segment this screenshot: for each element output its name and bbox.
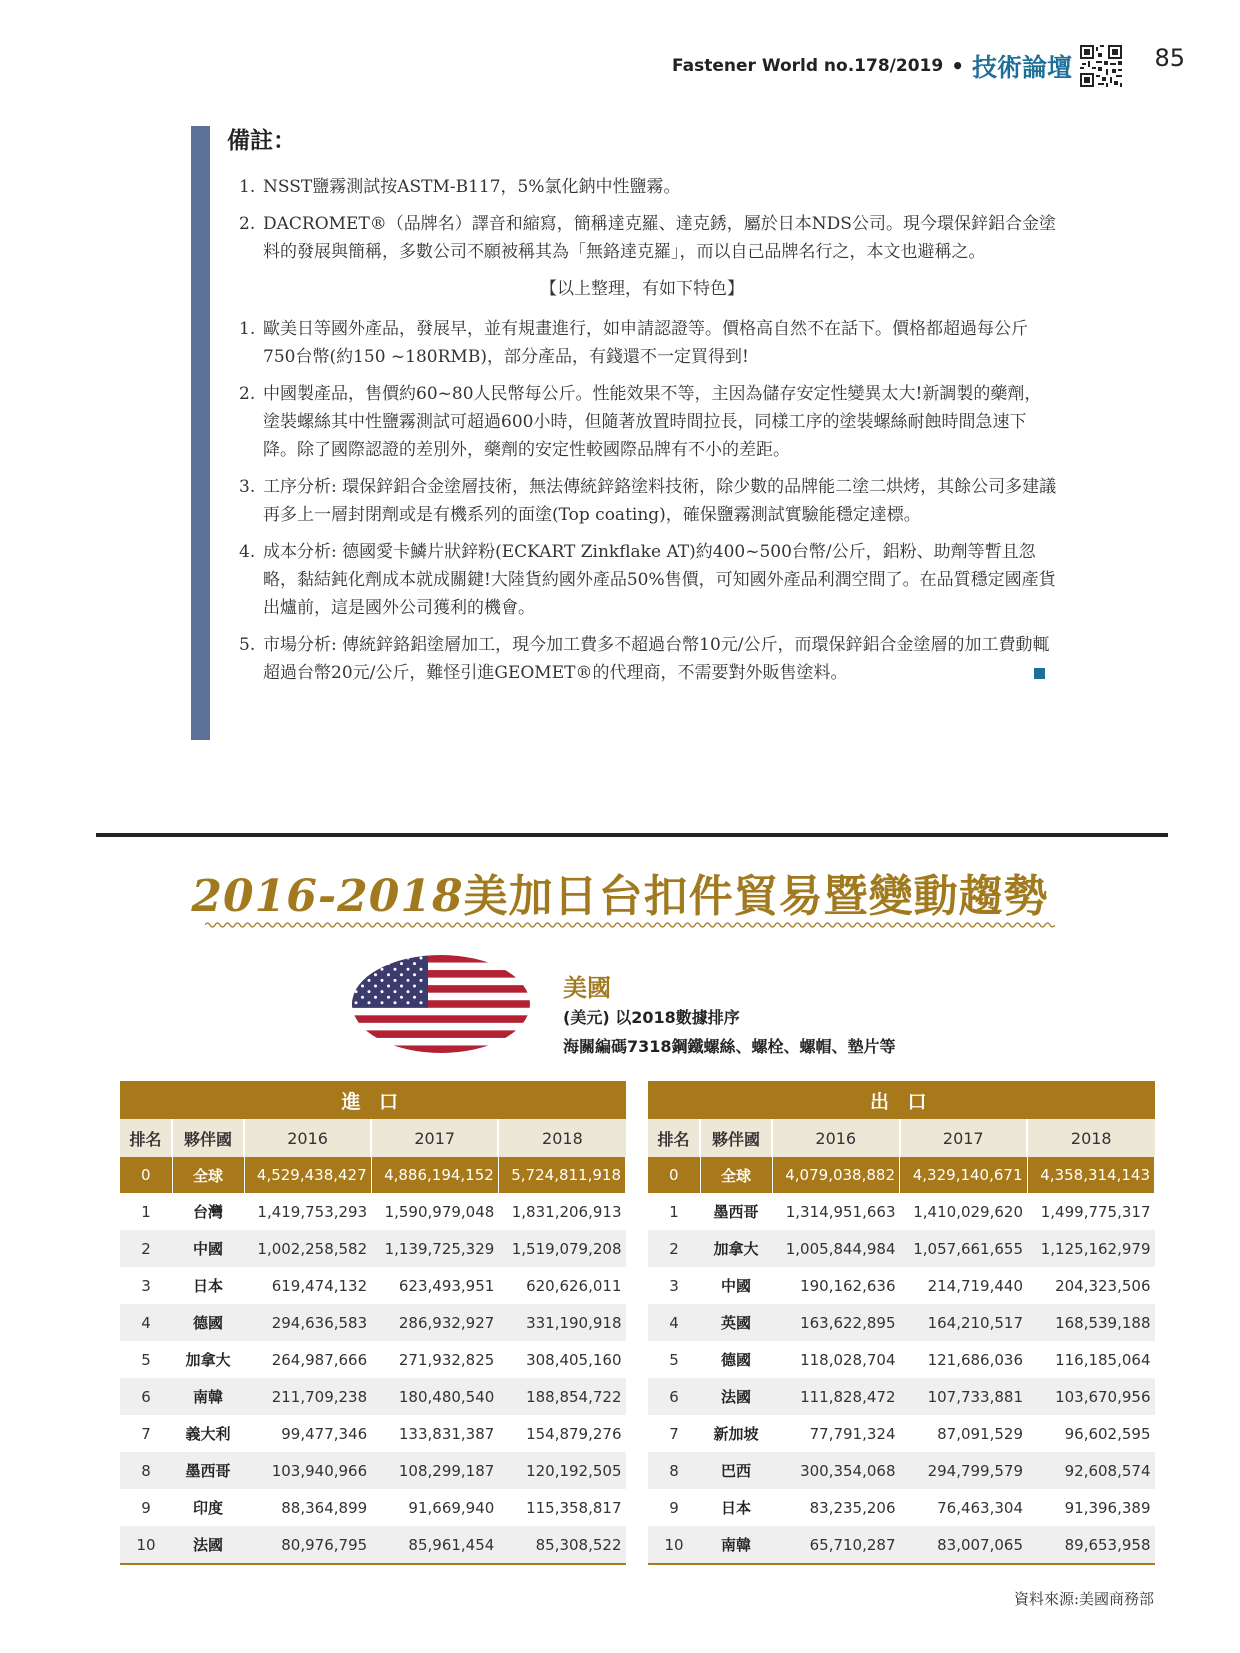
header-partner: 夥伴國 bbox=[700, 1119, 772, 1157]
feature-item: 4. 成本分析: 德國愛卡鱗片狀鋅粉(ECKART Zinkflake AT)約400~500台幣/公斤，鋁粉、助劑等暫且忽略，黏結鈍化劑成本就成關鍵!大陸貨約國外產品50%售價，可知國外產品利潤空間了。在品質穩定國產貨出爐前，這是國外公司獲利的機會。 bbox=[239, 542, 1056, 618]
table-row bbox=[120, 1230, 626, 1267]
table-row bbox=[648, 1193, 1155, 1230]
country-cell: 加拿大 bbox=[700, 1230, 772, 1267]
value-2017-cell: 294,799,579 bbox=[900, 1452, 1028, 1489]
value-2017-cell: 108,299,187 bbox=[371, 1452, 498, 1489]
country-cell: 法國 bbox=[172, 1526, 244, 1564]
value-2016-cell: 264,987,666 bbox=[271, 1350, 368, 1369]
export-table bbox=[648, 1081, 1155, 1565]
value-2017-cell: 623,493,951 bbox=[398, 1276, 495, 1295]
note-item: 2. DACROMET®（品牌名）譯音和縮寫，簡稱達克羅、達克銹，屬於日本NDS公司。現今環保鋅鋁合金塗料的發展與簡稱，多數公司不願被稱其為「無鉻達克羅」，而以自己品牌名行之，本文也避稱之。 bbox=[239, 214, 1056, 262]
header-rank: 排名 bbox=[648, 1119, 700, 1157]
table-row bbox=[120, 1378, 626, 1415]
table-row bbox=[120, 1193, 626, 1230]
table-row bbox=[648, 1526, 1155, 1564]
total-row bbox=[120, 1157, 626, 1193]
table-row bbox=[120, 1526, 626, 1564]
value-2016-cell: 111,828,472 bbox=[772, 1378, 900, 1415]
value-2018-cell: 85,308,522 bbox=[498, 1526, 625, 1564]
value-2017-cell: 85,961,454 bbox=[371, 1526, 498, 1564]
usa-flag-icon bbox=[352, 955, 530, 1053]
rank-cell: 7 bbox=[669, 1424, 679, 1443]
total-row bbox=[648, 1157, 1155, 1193]
article-title-text: 美加日台扣件貿易暨變動趨勢 bbox=[463, 871, 1049, 922]
country-name: 美國 bbox=[563, 974, 611, 1002]
header-separator: • bbox=[951, 54, 964, 78]
table-row bbox=[648, 1267, 1155, 1304]
value-2018-cell: 168,539,188 bbox=[1027, 1304, 1155, 1341]
country-cell: 英國 bbox=[700, 1304, 772, 1341]
feature-item: 1. 歐美日等國外產品，發展早，並有規畫進行，如申請認證等。價格高自然不在話下。價格都超過每公斤750台幣(約150 ~180RMB)，部分產品，有錢還不一定買得到! bbox=[239, 319, 1028, 367]
value-2017-cell: 1,590,979,048 bbox=[384, 1202, 495, 1221]
note-item: 1. NSST鹽霧測試按ASTM-B117，5%氯化鈉中性鹽霧。 bbox=[239, 177, 681, 197]
value-2017-cell: 214,719,440 bbox=[927, 1276, 1023, 1295]
value-2018-cell: 96,602,595 bbox=[1064, 1424, 1151, 1443]
header-rank: 排名 bbox=[120, 1119, 172, 1157]
country-cell: 印度 bbox=[192, 1499, 223, 1517]
header-2016: 2016 bbox=[772, 1119, 900, 1157]
value-2018-cell: 331,190,918 bbox=[498, 1304, 625, 1341]
table-row bbox=[120, 1341, 626, 1378]
value-2018-cell: 115,358,817 bbox=[526, 1498, 622, 1517]
value-2017-cell: 91,669,940 bbox=[408, 1498, 495, 1517]
unit-note: (美元) 以2018數據排序 bbox=[563, 1008, 740, 1027]
table-row bbox=[120, 1452, 626, 1489]
value-2017-cell: 83,007,065 bbox=[900, 1526, 1028, 1564]
country-cell: 台灣 bbox=[192, 1203, 223, 1221]
value-2017-cell: 121,686,036 bbox=[927, 1350, 1023, 1369]
value-2017-cell: 133,831,387 bbox=[398, 1424, 495, 1443]
value-2018-cell: 89,653,958 bbox=[1027, 1526, 1155, 1564]
title-wave-underline bbox=[205, 920, 1055, 930]
rank-cell: 5 bbox=[669, 1350, 679, 1369]
hs-code-note: 海關編碼7318鋼鐵螺絲、螺栓、螺帽、墊片等 bbox=[563, 1037, 896, 1056]
rank-cell: 3 bbox=[669, 1276, 679, 1295]
value-2016-cell: 80,976,795 bbox=[244, 1526, 371, 1564]
value-2016-cell: 294,636,583 bbox=[244, 1304, 371, 1341]
feature-item: 5. 市場分析: 傳統鋅鉻鋁塗層加工，現今加工費多不超過台幣10元/公斤，而環保鋅鋁合金塗層的加工費動輒超過台幣20元/公斤，難怪引進GEOMET®的代理商，不需要對外販售塗料。 bbox=[239, 635, 1050, 683]
import-table-title: 進 口 bbox=[120, 1081, 626, 1119]
value-2018-cell: 620,626,011 bbox=[526, 1276, 622, 1295]
country-cell: 中國 bbox=[172, 1230, 244, 1267]
value-2016-cell: 190,162,636 bbox=[800, 1276, 896, 1295]
import-header-row bbox=[120, 1119, 626, 1157]
page-header bbox=[672, 46, 1122, 86]
value-2016-cell: 88,364,899 bbox=[281, 1498, 368, 1517]
header-2018: 2018 bbox=[498, 1119, 625, 1157]
value-2018-cell: 103,670,956 bbox=[1027, 1378, 1155, 1415]
country-cell: 日本 bbox=[720, 1499, 751, 1517]
end-mark-icon bbox=[1034, 668, 1045, 679]
value-2016-cell: 103,940,966 bbox=[244, 1452, 371, 1489]
rank-cell: 4 bbox=[120, 1304, 172, 1341]
value-2018-cell: 204,323,506 bbox=[1055, 1276, 1151, 1295]
country-cell: 全球 bbox=[700, 1157, 772, 1193]
table-row bbox=[648, 1341, 1155, 1378]
value-2017-cell: 4,886,194,152 bbox=[371, 1157, 498, 1193]
table-row bbox=[120, 1304, 626, 1341]
country-cell: 全球 bbox=[172, 1157, 244, 1193]
table-row bbox=[120, 1415, 626, 1452]
value-2016-cell: 1,314,951,663 bbox=[785, 1202, 896, 1221]
value-2018-cell: 116,185,064 bbox=[1055, 1350, 1151, 1369]
value-2017-cell: 1,057,661,655 bbox=[900, 1230, 1028, 1267]
rank-cell: 3 bbox=[141, 1276, 151, 1295]
qr-code-icon bbox=[1080, 45, 1122, 87]
value-2016-cell: 163,622,895 bbox=[772, 1304, 900, 1341]
table-row bbox=[120, 1267, 626, 1304]
article-title-years: 2016-2018 bbox=[191, 871, 464, 922]
section-title: 技術論壇 bbox=[971, 53, 1072, 82]
rank-cell: 10 bbox=[648, 1526, 700, 1564]
notes-title: 備註： bbox=[227, 128, 296, 154]
section-divider bbox=[96, 833, 1168, 837]
country-cell: 德國 bbox=[172, 1304, 244, 1341]
value-2017-cell: 180,480,540 bbox=[371, 1378, 498, 1415]
country-cell: 墨西哥 bbox=[713, 1203, 759, 1221]
rank-cell: 6 bbox=[648, 1378, 700, 1415]
import-table bbox=[120, 1081, 626, 1565]
country-cell: 中國 bbox=[720, 1277, 751, 1295]
value-2018-cell: 1,499,775,317 bbox=[1040, 1202, 1151, 1221]
table-row bbox=[648, 1230, 1155, 1267]
value-2018-cell: 1,125,162,979 bbox=[1027, 1230, 1155, 1267]
notes-list bbox=[227, 173, 1057, 266]
table-row bbox=[648, 1304, 1155, 1341]
export-table-title: 出 口 bbox=[648, 1081, 1155, 1119]
export-table-body bbox=[648, 1157, 1155, 1564]
rank-cell: 2 bbox=[648, 1230, 700, 1267]
country-cell: 法國 bbox=[700, 1378, 772, 1415]
country-cell: 義大利 bbox=[185, 1425, 231, 1443]
value-2017-cell: 4,329,140,671 bbox=[900, 1157, 1028, 1193]
value-2017-cell: 87,091,529 bbox=[937, 1424, 1023, 1443]
rank-cell: 4 bbox=[648, 1304, 700, 1341]
country-cell: 德國 bbox=[720, 1351, 751, 1369]
country-cell: 墨西哥 bbox=[172, 1452, 244, 1489]
feature-item: 2. 中國製產品，售價約60~80人民幣每公斤。性能效果不等，主因為儲存安定性變異太大!新調製的藥劑，塗裝螺絲其中性鹽霧測試可超過600小時，但隨著放置時間拉長，同樣工序的塗裝螺絲耐蝕時間急速下降。除了國際認證的差別外，藥劑的安定性較國際品牌有不小的差距。 bbox=[239, 384, 1042, 460]
table-row bbox=[120, 1489, 626, 1526]
value-2016-cell: 65,710,287 bbox=[772, 1526, 900, 1564]
value-2016-cell: 1,002,258,582 bbox=[244, 1230, 371, 1267]
value-2018-cell: 1,519,079,208 bbox=[498, 1230, 625, 1267]
country-cell: 加拿大 bbox=[185, 1351, 231, 1369]
value-2018-cell: 120,192,505 bbox=[498, 1452, 625, 1489]
header-2017: 2017 bbox=[900, 1119, 1028, 1157]
rank-cell: 1 bbox=[141, 1202, 151, 1221]
features-list bbox=[227, 315, 1057, 687]
magazine-name: Fastener World no.178/2019 bbox=[672, 56, 944, 76]
import-table-body bbox=[120, 1157, 626, 1564]
page-number: 85 bbox=[1154, 44, 1185, 72]
value-2017-cell: 164,210,517 bbox=[900, 1304, 1028, 1341]
value-2018-cell: 308,405,160 bbox=[526, 1350, 622, 1369]
value-2016-cell: 83,235,206 bbox=[809, 1498, 896, 1517]
country-info bbox=[563, 968, 896, 1057]
header-2016: 2016 bbox=[244, 1119, 371, 1157]
value-2017-cell: 76,463,304 bbox=[937, 1498, 1023, 1517]
feature-item: 3. 工序分析: 環保鋅鋁合金塗層技術，無法傳統鋅鉻塗料技術，除少數的品牌能二塗二烘烤，其餘公司多建議再多上一層封閉劑或是有機系列的面塗(Top coating)，確保鹽霧測試實驗能穩定達標。 bbox=[239, 477, 1057, 525]
value-2017-cell: 1,139,725,329 bbox=[371, 1230, 498, 1267]
value-2017-cell: 286,932,927 bbox=[371, 1304, 498, 1341]
value-2017-cell: 1,410,029,620 bbox=[913, 1202, 1023, 1221]
country-cell: 南韓 bbox=[172, 1378, 244, 1415]
value-2016-cell: 77,791,324 bbox=[809, 1424, 896, 1443]
value-2018-cell: 4,358,314,143 bbox=[1027, 1157, 1155, 1193]
country-cell: 巴西 bbox=[700, 1452, 772, 1489]
value-2018-cell: 92,608,574 bbox=[1027, 1452, 1155, 1489]
value-2016-cell: 4,079,038,882 bbox=[772, 1157, 900, 1193]
value-2017-cell: 107,733,881 bbox=[900, 1378, 1028, 1415]
value-2018-cell: 188,854,722 bbox=[498, 1378, 625, 1415]
rank-cell: 6 bbox=[120, 1378, 172, 1415]
table-row bbox=[648, 1489, 1155, 1526]
country-cell: 南韓 bbox=[700, 1526, 772, 1564]
table-row bbox=[648, 1415, 1155, 1452]
value-2016-cell: 4,529,438,427 bbox=[244, 1157, 371, 1193]
table-row bbox=[648, 1452, 1155, 1489]
value-2016-cell: 1,005,844,984 bbox=[772, 1230, 900, 1267]
notes-accent-bar bbox=[191, 126, 210, 740]
rank-cell: 8 bbox=[120, 1452, 172, 1489]
value-2017-cell: 271,932,825 bbox=[398, 1350, 495, 1369]
rank-cell: 1 bbox=[669, 1202, 679, 1221]
article-title bbox=[0, 860, 1240, 924]
value-2016-cell: 1,419,753,293 bbox=[257, 1202, 368, 1221]
value-2018-cell: 154,879,276 bbox=[526, 1424, 622, 1443]
features-heading: 【以上整理，有如下特色】 bbox=[540, 279, 744, 299]
header-2017: 2017 bbox=[371, 1119, 498, 1157]
value-2018-cell: 1,831,206,913 bbox=[511, 1202, 622, 1221]
value-2018-cell: 5,724,811,918 bbox=[498, 1157, 625, 1193]
notes-section bbox=[227, 122, 1057, 696]
data-source: 資料來源:美國商務部 bbox=[1013, 1590, 1154, 1608]
value-2016-cell: 211,709,238 bbox=[244, 1378, 371, 1415]
header-partner: 夥伴國 bbox=[172, 1119, 244, 1157]
value-2018-cell: 91,396,389 bbox=[1064, 1498, 1151, 1517]
rank-cell: 9 bbox=[669, 1498, 679, 1517]
country-cell: 日本 bbox=[192, 1277, 223, 1295]
country-cell: 新加坡 bbox=[713, 1425, 759, 1443]
value-2016-cell: 300,354,068 bbox=[772, 1452, 900, 1489]
rank-cell: 10 bbox=[120, 1526, 172, 1564]
value-2016-cell: 619,474,132 bbox=[271, 1276, 368, 1295]
header-2018: 2018 bbox=[1027, 1119, 1155, 1157]
value-2016-cell: 118,028,704 bbox=[800, 1350, 896, 1369]
rank-cell: 9 bbox=[141, 1498, 151, 1517]
rank-cell: 0 bbox=[120, 1157, 172, 1193]
value-2016-cell: 99,477,346 bbox=[281, 1424, 368, 1443]
rank-cell: 2 bbox=[120, 1230, 172, 1267]
rank-cell: 8 bbox=[648, 1452, 700, 1489]
table-row bbox=[648, 1378, 1155, 1415]
export-header-row bbox=[648, 1119, 1155, 1157]
rank-cell: 5 bbox=[141, 1350, 151, 1369]
rank-cell: 0 bbox=[648, 1157, 700, 1193]
rank-cell: 7 bbox=[141, 1424, 151, 1443]
